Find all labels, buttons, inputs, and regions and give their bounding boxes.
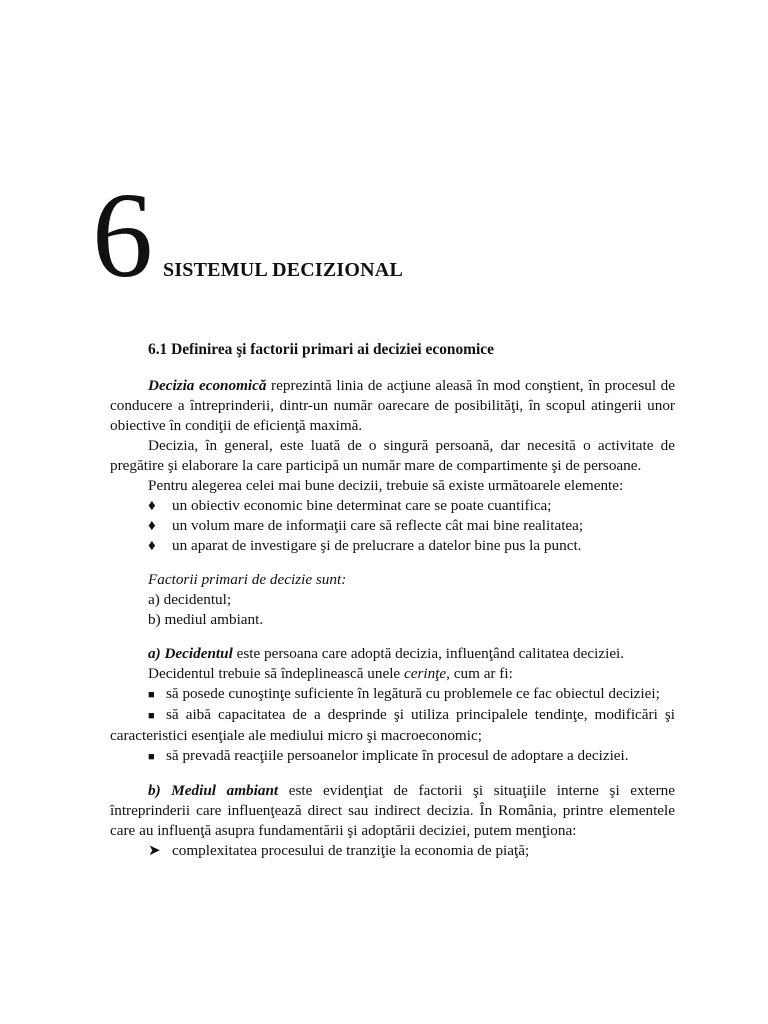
list-item: ■ să aibă capacitatea de a desprinde şi utiliza principalele tendinţe, modificări şi caracteristici esenţiale ale mediului micro şi macroeconomic; — [110, 706, 675, 744]
paragraph-definition — [110, 376, 675, 436]
list-item: ➤ complexitatea procesului de tranziţie la economia de piaţă; — [148, 842, 530, 859]
factor-item: b) mediul ambiant. — [148, 611, 264, 628]
term-decidentul: a) Decidentul — [148, 645, 233, 662]
term-mediul-ambiant: b) Mediul ambiant — [148, 782, 279, 799]
square-bullet-icon: ■ — [148, 689, 155, 701]
section-heading: 6.1 Definirea şi factorii primari ai deciziei economice — [148, 341, 494, 358]
list-item: ♦ un obiectiv economic bine determinat care se poate cuantifica; — [148, 497, 552, 514]
chapter-number: 6 — [92, 168, 153, 303]
paragraph-general: Decizia, în general, este luată de o singură persoană, dar necesită o activitate de pregătire şi elaborare la care participă un număr mare de compartimente şi de persoane. — [110, 437, 675, 474]
factors-heading: Factorii primari de decizie sunt: — [148, 571, 347, 588]
list-item: ♦ un volum mare de informaţii care să reflecte cât mai bine realitatea; — [148, 517, 584, 534]
list-item: ■ să prevadă reacţiile persoanelor implicate în procesul de adoptare a deciziei. — [110, 746, 675, 767]
factor-item: a) decidentul; — [148, 591, 232, 608]
diamond-bullet-icon: ♦ — [148, 517, 156, 534]
list-item: ♦ un aparat de investigare şi de prelucrare a datelor bine pus la punct. — [148, 537, 582, 554]
term-decizia-economica: Decizia economică — [148, 377, 267, 394]
paragraph-requirements-intro: Decidentul trebuie să îndeplinească unele cerinţe, cum ar fi: — [148, 665, 513, 682]
list-item: ■ să posede cunoştinţe suficiente în legătură cu problemele ce fac obiectul deciziei; — [110, 684, 675, 705]
mediu-list — [110, 841, 675, 861]
diamond-bullet-icon: ♦ — [148, 537, 156, 554]
square-bullet-icon: ■ — [148, 710, 155, 722]
arrow-bullet-icon: ➤ — [148, 842, 161, 859]
diamond-bullet-icon: ♦ — [148, 497, 156, 514]
paragraph-elements-intro: Pentru alegerea celei mai bune decizii, trebuie să existe următoarele elemente: — [148, 477, 624, 494]
definition-text: reprezintă linia de acţiune aleasă în mod conştient, în procesul de conducere a întreprinderii, dintr-un număr oarecare de posibilităţi, în scopul atingerii unor obiective în condiţii de eficienţă maximă. — [110, 377, 675, 434]
square-bullet-icon: ■ — [148, 751, 155, 763]
chapter-content — [110, 340, 675, 861]
term-cerinte: cerinţe — [403, 665, 447, 682]
paragraph-decident: a) Decidentul este persoana care adoptă decizia, influenţând calitatea deciziei. — [148, 645, 625, 662]
chapter-title: SISTEMUL DECIZIONAL — [163, 259, 403, 281]
requirements-list — [110, 684, 675, 767]
elements-list — [110, 496, 675, 556]
paragraph-mediu-ambiant: b) Mediul ambiant este evidenţiat de factorii şi situaţiile interne şi externe întreprinderii care influenţează direct sau indirect decizia. În România, printre elementele care au influenţă asupra fundamentării şi adoptării deciziei, putem menţiona: — [110, 782, 675, 839]
